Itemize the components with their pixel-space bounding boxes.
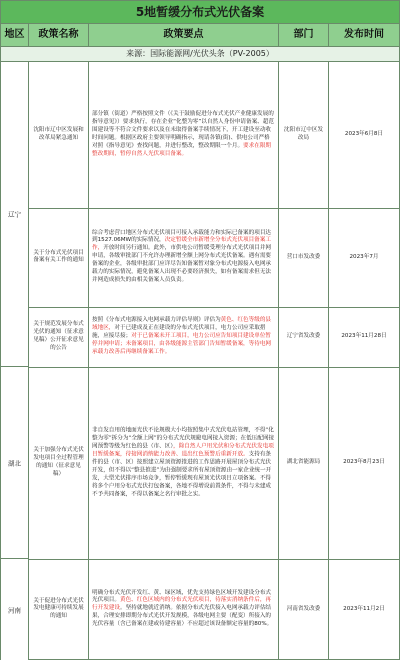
body-text: 。坚持就地就近消纳。依据分布式光伏接入电网承载力评估结果，合理安排即期分布式光伏开发规模，各级电网主要（配变）所接入的光伏容量（含已备案在建或待建容量）不应超过该设备额定容量的80%。: [92, 605, 273, 628]
highlight-text: 黄色、红色等级的县域地区，: [92, 317, 272, 332]
body-text: 明确分布式光伏开发红、黄、绿区域，优先支持绿色区域开发建设分布式光伏项目。: [92, 589, 272, 604]
table-row: [29, 62, 399, 209]
table-row: [29, 559, 399, 660]
policy-name-cell: 关于规范发展分布式光伏的通知（征求意见稿）公开征求意见的公告: [29, 307, 89, 367]
region-cell-hubei: [1, 367, 29, 559]
body-text: 开放时间另行通知。此外，市供电公司暂缓受理分布式光伏项目并网申请，各级审批部门不允许办理新增全额上网分布式光伏备案。遇有需要备案的企业，各级审批部门应详尽告知备案暂对象分布式电源接入电网承载力的实际情况，避免备案人出现不必要经济损失，如有备案需求但无法并网造成损失的由相关备案人员负责。: [92, 245, 272, 284]
highlight-text: ，除自然人户用光伏和分布式光伏发电项目暂缓备案，待接网消纳能力改善、退出红色预警后重新开放。: [92, 443, 274, 458]
department-cell: 河南省发改委: [279, 559, 329, 660]
table-row: [29, 307, 399, 368]
header-region: 地区: [1, 24, 29, 46]
source-line: 来源：国际能源网/光伏头条（PV-2005）: [1, 47, 399, 62]
table-row: [29, 367, 399, 560]
body-text: 非自发自用的地面光伏不论规模大小均按照集中式光伏电站管理，不得“化整为零”拆分为“全额上网”的分布式光伏规避电网接入资源；在低压配网接网预警等级为红色的县（市、区）: [92, 427, 275, 450]
policy-points-cell: [89, 208, 279, 307]
highlight-text: 对于已备案未开工项目，电力公司应告知项目建设单位暂停并网申请；未备案项目，由各级能源主管部门告知暂缓备案，等待电网承载力改善后再继续备案工作。: [92, 333, 272, 355]
publish-date-cell: 2023年7月: [349, 253, 379, 260]
policy-name-cell: 关于分布式光伏项目备案有关工作的通知: [29, 208, 89, 307]
body-text: 对于已建成及正在建设的分布式光伏项目，电力公司应采取措施，应接尽接；: [92, 325, 266, 340]
header-publish-date: 发布时间: [344, 29, 384, 40]
policy-points-cell: [89, 307, 279, 367]
highlight-text: 决定暂缓全市新增全分布式光伏项目备案工作，: [92, 237, 271, 252]
department-cell: 沈阳市辽中区发改局: [279, 62, 329, 208]
policy-name-cell: 沈阳市辽中区发展和改革局紧急通知: [29, 62, 89, 208]
policy-points-cell: [89, 559, 279, 660]
highlight-text: 要求在限期整改期间，暂停自然人光伏项目备案。: [92, 142, 272, 157]
region-cell-henan: [1, 559, 29, 660]
header-policy-name: 政策名称: [29, 24, 89, 46]
header-row: [1, 24, 399, 47]
region-label: 河南: [8, 606, 21, 614]
publish-date-cell: 2023年11月28日: [341, 333, 387, 340]
publish-date-cell: 2023年8月23日: [343, 459, 385, 466]
policy-name-cell: 关于加强分布式光伏发电项目全过程管理的通知（征求意见稿）: [29, 367, 89, 559]
publish-date-cell: 2023年11月2日: [343, 605, 385, 612]
policy-points-cell: [89, 62, 279, 208]
highlight-text: 黄色、红色区域内的分布式光伏项目，待落实消纳条件后，再行开发建设: [92, 597, 272, 612]
region-label: 辽宁: [8, 210, 21, 219]
header-department: 部门: [279, 24, 329, 46]
department-cell: 营口市发改委: [279, 208, 329, 307]
body-text: 综合考虑营口地区分布式光伏项目可接入承载能力和实际已备案的项目达到1527.06MW的实际情况，: [92, 229, 272, 244]
table-row: [29, 208, 399, 308]
publish-date-cell: 2023年6月8日: [344, 131, 384, 138]
body-text: 部分镇（街道）严格按照文件（《关于鼓励促进分布式光伏产业健康发展的指导意见》）要求执行，存在企业“化整为零”以自然人身份申请备案、超范围建设等不符合文件要求以及在未取得备案手续情况下，开工建设至动收时间问题。根据区政府主要领导明确指示，现请各镇(街)、供电公司严格对照《指导意见》查找问题，并进行整改，整改期限一个月。: [92, 111, 274, 149]
department-cell: 湖北省能源局: [279, 367, 329, 559]
policy-name-cell: 关于促进分布式光伏发电健康可持续发展的通知: [29, 559, 89, 660]
body-text: 按照《分布式电源接入电网承载力评估导则》评估为: [92, 317, 221, 324]
table-title: 5地暂缓分布式光伏备案: [1, 1, 399, 24]
body-text: 支持有条件的县（市、区）按照建立屋顶资源推进的工作思路开展屋顶分布式光伏开发，但不得以“整县推进”为由强制要求所有屋顶资源由一家企业统一开发，大型光伏排序市场竞争，暂停暂缓现有屋顶光伏项目立项备案。不得将多个户用分布式光伏打包备案，各地不得增设前置条件，不得与未建成不予共同备案，不得以备案之名行审批之实。: [92, 451, 272, 497]
policy-points-cell: [89, 367, 279, 559]
region-cell-liaoning: [1, 62, 29, 367]
header-policy-points: 政策要点: [89, 24, 279, 46]
region-label: 湖北: [8, 459, 21, 467]
department-cell: 辽宁省发改委: [279, 307, 329, 367]
